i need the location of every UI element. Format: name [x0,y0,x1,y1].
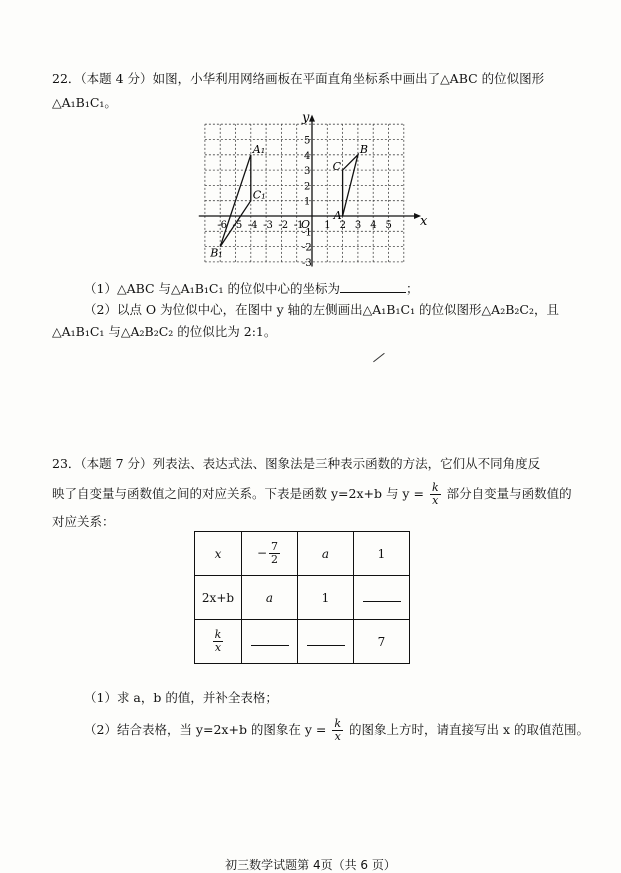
point-label: C₁ [252,188,266,202]
row1-head: x [195,532,242,576]
neg-sign: − [256,546,268,560]
y-axis-label: y [302,112,310,126]
q22-part1-line [84,280,418,297]
row2-head: 2x+b [195,576,242,620]
x-tick-label: -4 [247,220,258,231]
coordinate-grid-figure [192,112,432,272]
row3-c1[interactable] [242,620,298,664]
x-tick-label: -1 [293,220,304,231]
y-tick-label: -3 [302,257,312,269]
y-tick-label: 2 [304,181,311,193]
table-row [195,620,410,664]
row1-c1 [242,532,298,576]
frac-den: x [214,641,222,654]
x-tick-label: 1 [324,220,331,231]
y-tick-label: 3 [304,166,311,178]
neg-seven-halves [269,541,280,566]
frac-num: k [431,481,439,494]
row3-c2[interactable] [298,620,354,664]
q23-stem3: 对应关系： [52,514,115,529]
table-row [195,532,410,576]
y-tick-label: -1 [302,227,312,239]
q22-part1: （1）△ABC 与△A₁B₁C₁ 的位似中心的坐标为 [84,281,340,296]
frac-den: 2 [271,553,279,566]
y-tick-label: 1 [304,196,311,208]
q23-stem1: 列表法、表达式法、图象法是三种表示函数的方法，它们从不同角度反 [152,456,541,471]
row1-c2: a [298,532,354,576]
answer-blank[interactable] [251,635,289,646]
x-axis-label: x [420,214,428,229]
q23-number: 23．（本题 7 分） [52,456,153,471]
answer-blank[interactable] [363,591,401,602]
q23-part2-line [84,718,589,743]
pen-mark [373,353,385,363]
q23-part2b: 的图象上方时，请直接写出 x 的取值范围。 [349,722,590,737]
x-tick-label: 3 [354,220,362,231]
row1-c3: 1 [354,532,410,576]
q22-part1-answer-blank[interactable] [340,280,406,293]
frac-num: k [334,717,342,730]
frac-den: x [432,494,439,507]
row3-head [195,620,242,664]
row2-c1: a [242,576,298,620]
origin-label: O [301,218,311,231]
row2-c2: 1 [298,576,354,620]
page-footer: 初三数学试题第 4页（共 6 页） [225,858,396,872]
q22-stem1: 如图，小华利用网络画板在平面直角坐标系中画出了△ABC 的位似图形 [152,71,545,86]
frac-den: x [334,730,341,743]
frac-num: k [214,628,222,641]
point-label: A [333,209,342,222]
x-tick-label: -6 [217,220,227,231]
frac-num: 7 [271,540,279,553]
q22-stem-line1 [52,71,544,87]
k-over-x-fraction [332,718,343,743]
row3-c3: 7 [354,620,410,664]
q23-part1: （1）求 a，b 的值，并补全表格； [84,690,278,705]
point-label: B₁ [210,246,223,260]
point-label: A₁ [252,142,266,156]
x-tick-label: 5 [385,220,392,231]
x-tick-label: -2 [278,220,289,231]
triangle-abc [343,155,358,216]
q22-part2b: △A₁B₁C₁ 与△A₂B₂C₂ 的位似比为 2:1。 [52,324,277,339]
q23-stem2b: 部分自变量与函数值的 [446,486,572,501]
q23-stem-line2 [52,482,572,507]
q22-part2a: （2）以点 O 为位似中心，在图中 y 轴的左侧画出△A₁B₁C₁ 的位似图形△A₂B₂C₂，且 [84,302,559,317]
y-tick-label: -2 [302,242,312,254]
x-tick-label: 2 [339,220,346,231]
k-over-x-fraction [213,629,224,654]
y-axis-arrow [309,115,315,122]
k-over-x-fraction [430,482,441,507]
table-row [195,576,410,620]
q22-stem2: △A₁B₁C₁。 [52,95,117,110]
q22-number: 22．（本题 4 分） [52,71,153,86]
q23-stem-line1 [52,456,540,472]
q23-stem2a: 映了自变量与函数值之间的对应关系。下表是函数 y=2x+b 与 y = [52,486,424,501]
point-label: C [332,160,342,174]
x-tick-label: 4 [370,220,377,231]
value-table [194,531,410,664]
point-label: B [359,142,368,156]
y-tick-label: 5 [304,135,311,147]
y-tick-label: 4 [304,150,311,162]
row2-c3[interactable] [354,576,410,620]
answer-blank[interactable] [307,635,345,646]
x-tick-label: -3 [263,220,273,231]
x-tick-label: -5 [232,220,243,231]
q23-part2a: （2）结合表格，当 y=2x+b 的图象在 y = [84,722,327,737]
q22-part1-end: ； [405,281,419,296]
